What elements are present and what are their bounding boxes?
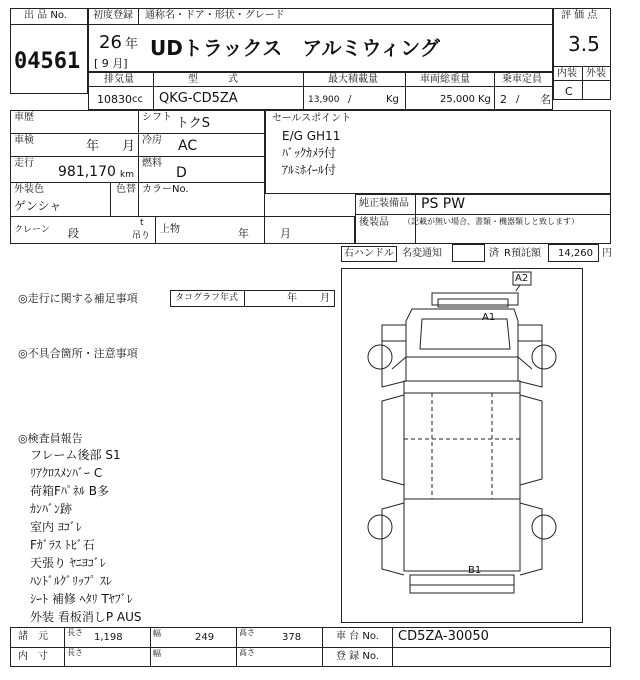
crane-label: クレーン xyxy=(14,225,50,235)
cooling-label: 冷房 xyxy=(142,135,162,146)
truck-outline xyxy=(342,269,584,624)
width-label-inner: 幅 xyxy=(153,649,161,658)
upper-year-unit: 年 xyxy=(238,227,249,240)
height-label: 高さ xyxy=(239,628,255,637)
mileage-label: 走行 xyxy=(14,158,34,169)
interior-grade: C xyxy=(565,85,573,98)
aftermarket-note: （記載が無い場合、書類・機器類しと致します） xyxy=(403,217,579,226)
inspection-year-unit: 年 xyxy=(86,139,100,154)
vehicle-diagram xyxy=(341,268,583,623)
max-load-sep: / xyxy=(348,94,352,105)
steering-value: 右ハンドル xyxy=(344,248,394,259)
length-value: 1,198 xyxy=(94,632,123,643)
chassis-label: 車 台 No. xyxy=(336,631,379,642)
reg-year-unit: 年 xyxy=(125,37,139,52)
first-reg-label: 初度登録 xyxy=(93,10,133,21)
dims-label: 諸 元 xyxy=(18,631,48,642)
lot-label: 出 品 No. xyxy=(24,10,67,21)
genuine-equipment-value: PS PW xyxy=(421,196,466,212)
max-load-value: 13,900 xyxy=(308,95,340,105)
tacho-month-unit: 月 xyxy=(320,293,330,304)
upper-label: 上物 xyxy=(160,224,180,235)
displacement-label: 排気量 xyxy=(104,74,134,85)
sales-point-line: ｱﾙﾐﾎｲｰﾙ付 xyxy=(282,163,337,177)
model-code-label: 型 式 xyxy=(188,74,238,85)
length-label: 長さ xyxy=(67,628,83,637)
capacity-label: 乗車定員 xyxy=(502,74,542,85)
inspector-line: ｼｰﾄ 補修 ﾍﾀﾘ Tﾔﾌﾞﾚ xyxy=(30,592,133,606)
crane-t-unit: t xyxy=(140,218,144,228)
crane-lift-label: 吊り xyxy=(132,231,151,241)
height-value: 378 xyxy=(282,632,302,643)
name-label: 通称名・ドア・形状・グレード xyxy=(145,10,285,21)
gross-weight-value: 25,000 xyxy=(440,94,475,105)
sales-point-line: ﾊﾞｯｸｶﾒﾗ付 xyxy=(282,146,337,160)
gross-weight-unit: Kg xyxy=(478,94,491,105)
height-label-inner: 高さ xyxy=(239,648,255,657)
damage-mark-a2: A2 xyxy=(515,273,529,284)
inspector-line: ﾊﾝﾄﾞﾙｸﾞﾘｯﾌﾟ ｽﾚ xyxy=(30,574,112,588)
gross-weight-label: 車両総重量 xyxy=(420,74,470,85)
cooling-value: AC xyxy=(178,138,198,154)
history-label: 車歴 xyxy=(14,112,34,123)
color-code-label: カラーNo. xyxy=(142,184,189,195)
mileage-value: 981,170 xyxy=(58,164,116,180)
recycle-value: 14,260 xyxy=(558,248,593,259)
fuel-label: 燃料 xyxy=(142,158,162,169)
inspector-line: ｶﾝﾊﾞﾝ跡 xyxy=(30,502,73,516)
displacement-value: 10830 xyxy=(97,93,132,106)
length-label-inner: 長さ xyxy=(67,648,83,657)
sales-point-label: セールスポイント xyxy=(272,113,352,124)
reg-year: 26 xyxy=(99,32,122,53)
color-change-label: 色替 xyxy=(116,184,136,195)
crane-row xyxy=(10,216,355,244)
inspector-line: フレーム後部 S1 xyxy=(30,448,121,462)
supplement-label: ◎走行に関する補足事項 xyxy=(18,292,138,305)
displacement-unit: cc xyxy=(132,94,143,105)
aftermarket-label: 後装品 xyxy=(359,217,389,228)
tacho-year-unit: 年 xyxy=(287,293,297,304)
capacity-sep: / xyxy=(516,94,520,105)
width-value: 249 xyxy=(195,632,215,643)
name-change-box xyxy=(452,244,485,262)
inspection-label: 車検 xyxy=(14,135,34,146)
inner-dims-label: 内 寸 xyxy=(18,651,48,662)
exterior-label: 外装 xyxy=(586,68,606,79)
inspector-line: Fｶﾞﾗｽ ﾄﾋﾞ石 xyxy=(30,538,95,552)
capacity-value: 2 xyxy=(500,93,507,106)
inspector-line: 外装 看板消しP AUS xyxy=(30,610,142,624)
inspector-line: 室内 ﾖｺﾞﾚ xyxy=(30,520,82,534)
max-load-label: 最大積載量 xyxy=(328,74,378,85)
grade-label: 評 価 点 xyxy=(561,10,598,21)
capacity-unit: 名 xyxy=(540,93,551,106)
max-load-unit: Kg xyxy=(386,94,399,105)
mileage-unit: km xyxy=(120,170,134,180)
recycle-unit: 円 xyxy=(602,248,612,259)
inspector-line: 荷箱Fﾊﾟﾈﾙ B多 xyxy=(30,484,109,498)
interior-label: 内装 xyxy=(557,68,577,79)
lot-number: 04561 xyxy=(14,49,81,74)
crane-step-unit: 段 xyxy=(68,227,79,240)
model-name: UDトラックス アルミウィング xyxy=(150,36,440,60)
color-label: 外装色 xyxy=(14,184,44,195)
chassis-value: CD5ZA-30050 xyxy=(398,629,489,644)
reg-no-label: 登 録 No. xyxy=(336,651,379,662)
inspector-label: ◎検査員報告 xyxy=(18,432,83,445)
fuel-value: D xyxy=(176,165,187,181)
upper-month-unit: 月 xyxy=(280,227,291,240)
inspector-line: ﾘｱｸﾛｽﾒﾝﾊﾞｰ C xyxy=(30,466,103,480)
name-change-label: 名変通知 xyxy=(402,248,442,259)
recycle-label: R預託額 xyxy=(504,248,541,259)
shift-value: トクS xyxy=(176,116,210,131)
recycle-prefix: 済 xyxy=(489,248,499,259)
inspection-month-unit: 月 xyxy=(122,139,136,154)
damage-mark-b1: B1 xyxy=(468,565,482,576)
tacho-label: タコグラフ年式 xyxy=(175,293,239,303)
shift-label: シフト xyxy=(142,112,172,123)
width-label: 幅 xyxy=(153,629,161,638)
defects-label: ◎不具合箇所・注意事項 xyxy=(18,347,138,360)
grade-value: 3.5 xyxy=(568,32,600,56)
genuine-equipment-label: 純正装備品 xyxy=(359,198,409,209)
sales-point-line: E/G GH11 xyxy=(282,129,341,143)
damage-mark-a1: A1 xyxy=(482,312,496,323)
model-code-value: QKG-CD5ZA xyxy=(159,91,238,106)
reg-month: [ 9 月] xyxy=(94,57,128,70)
inspector-line: 天張り ﾔﾆﾖｺﾞﾚ xyxy=(30,556,106,570)
color-value: ゲンシャ xyxy=(14,199,62,213)
